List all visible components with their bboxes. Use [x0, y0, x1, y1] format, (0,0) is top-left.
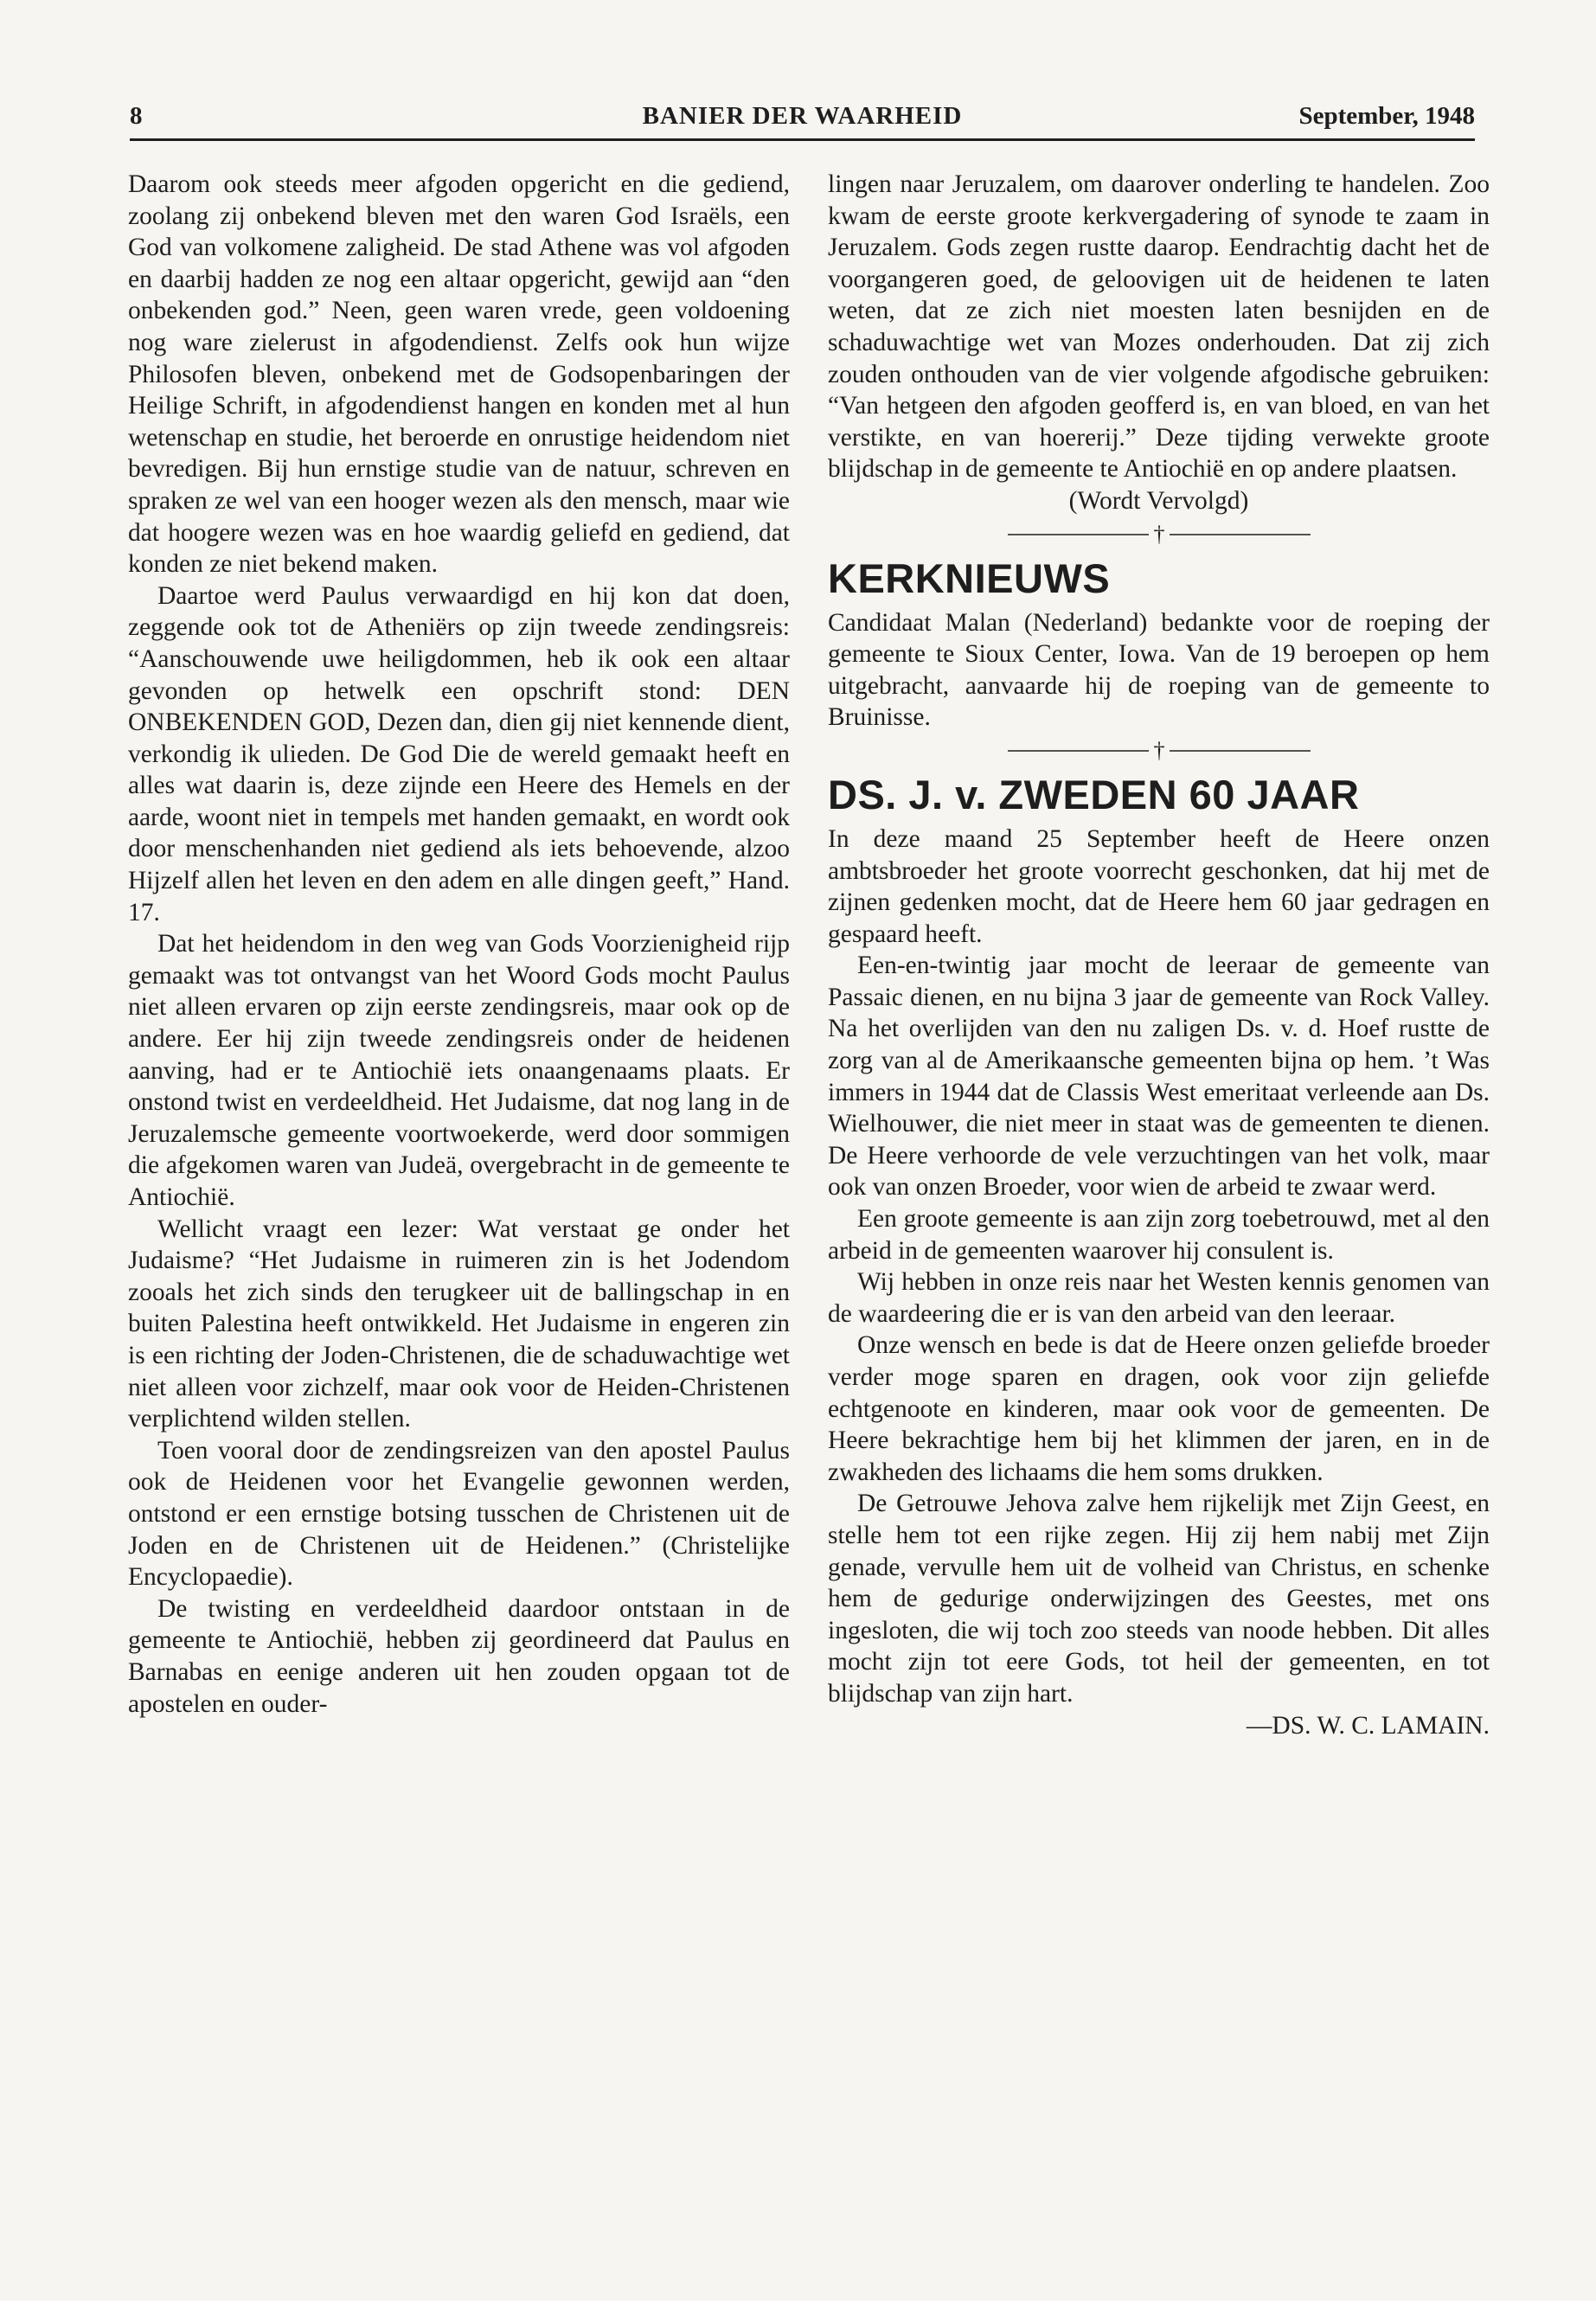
journal-title: BANIER DER WAARHEID [642, 102, 963, 130]
paragraph: Onze wensch en bede is dat de Heere onzen geliefde broeder verder moge sparen en dragen, ook voor zijn geliefde echtgenoote en kinderen, maar ook voor de gemeenten. De Heere bekrachtige hem bij het klimmen der jaren, en in de zwakheden des lichaams die hem soms drukken. [828, 1331, 1490, 1486]
cross-icon: † [1153, 737, 1164, 763]
paragraph: lingen naar Jeruzalem, om daarover onderling te handelen. Zoo kwam de eerste groote kerkvergadering of synode te zaam in Jeruzalem. Gods zegen rustte daarop. Eendrachtig dacht het de voorgangeren goed, de geloovigen uit de heidenen te laten weten, dat ze zich niet moesten laten besnijden en de schaduwachtige wet van Mozes onderhouden. Dat zij zich zouden onthouden van de vier volgende afgodische gebruiken: “Van hetgeen den afgoden geofferd is, en van bloed, en van het verstikte, en van hoererij.” Deze tijding verwekte groote blijdschap in de gemeente te Antiochië en op andere plaatsen. [828, 170, 1490, 484]
cross-divider [828, 734, 1490, 765]
page-header [130, 95, 1475, 141]
continued-note: (Wordt Vervolgd) [1068, 486, 1249, 515]
left-column [128, 169, 790, 1720]
paragraph: Wij hebben in onze reis naar het Westen kennis genomen van de waardeering die er is van den arbeid van den leeraar. [828, 1268, 1490, 1328]
kerknieuws-heading: KERKNIEUWS [828, 554, 1111, 601]
paragraph: Toen vooral door de zendingsreizen van den apostel Paulus ook de Heidenen voor het Evangelie gewonnen werden, ontstond er een ernstige botsing tusschen de Christenen uit de Joden en de Christenen uit de Heidenen.” (Christelijke Encyclopaedie). [128, 1436, 790, 1592]
page-number: 8 [130, 102, 143, 130]
paragraph: De twisting en verdeeldheid daardoor ontstaan in de gemeente te Antiochië, hebben zij geordineerd dat Paulus en Barnabas en eenige anderen uit hen zouden opgaan tot de apostelen en ouder- [128, 1594, 790, 1718]
paragraph: In deze maand 25 September heeft de Heere onzen ambtsbroeder het groote voorrecht geschonken, dat hij met de zijnen gedenken mocht, dat de Heere hem 60 jaar gedragen en gespaard heeft. [828, 824, 1490, 948]
cross-divider-line [1008, 517, 1311, 548]
paragraph: Wellicht vraagt een lezer: Wat verstaat ge onder het Judaisme? “Het Judaisme in ruimeren zin is het Jodendom zooals het zich sinds den terugkeer uit de ballingschap in en buiten Palestina heeft ontwikkeld. Het Judaisme in engeren zin is een richting der Joden-Christenen, die de schaduwachtige wet niet alleen voor zichzelf, maar ook voor de Heiden-Christenen verplichtend wilden stellen. [128, 1215, 790, 1433]
paragraph: De Getrouwe Jehova zalve hem rijkelijk met Zijn Geest, en stelle hem tot een rijke zegen. Hij zij hem nabij met Zijn genade, vervulle hem uit de volheid van Christus, en schenke hem de gedurige onderwijzingen des Geestes, met ons ingesloten, die wij toch zoo steeds van noode hebben. Dit alles mocht zijn tot eere Gods, tot heil der gemeenten, en tot blijdschap van zijn hart. [828, 1490, 1490, 1708]
paragraph: Daartoe werd Paulus verwaardigd en hij kon dat doen, zeggende ook tot de Atheniërs op zijn tweede zendingsreis: “Aanschouwende uwe heiligdommen, heb ik ook een altaar gevonden op hetwelk een opschrift stond: DEN ONBEKENDEN GOD, Dezen dan, dien gij niet kennende dient, verkondig ik ulieden. De God Die de wereld gemaakt heeft en alles wat daarin is, deze zijnde een Heere des Hemels en der aarde, woont niet in tempels met handen gemaakt, en wordt ook door menschenhanden niet gediend als iets behoevende, alzoo Hijzelf allen het leven en den adem en alle dingen geeft,” Hand. 17. [128, 581, 790, 926]
cross-divider-line [1008, 734, 1311, 765]
paragraph: Daarom ook steeds meer afgoden opgericht en die gediend, zoolang zij onbekend bleven met den waren God Israëls, een God van volkomene zaligheid. De stad Athene was vol afgoden en daarbij hadden ze nog een altaar opgericht, gewijd aan “den onbekenden god.” Neen, geen waren vrede, geen voldoening nog ware zielerust in afgodendienst. Zelfs ook hun wijze Philosofen bleven, onbekend met de Godsopenbaringen der Heilige Schrift, in afgodendienst hangen en konden met al hun wetenschap en studie, het beroerde en onrustige heidendom niet bevredigen. Bij hun ernstige studie van de natuur, schreven en spraken ze wel van een hooger wezen als den mensch, maar wie dat hoogere wezen was en hoe waardig geliefd en gediend, dat konden ze niet bekend maken. [128, 170, 790, 579]
article-heading: DS. J. v. ZWEDEN 60 JAAR [828, 771, 1360, 817]
issue-date: September, 1948 [1298, 102, 1475, 130]
paragraph: Een groote gemeente is aan zijn zorg toebetrouwd, met al den arbeid in de gemeenten waarover hij consulent is. [828, 1205, 1490, 1265]
right-column [828, 169, 1490, 1741]
paragraph: Dat het heidendom in den weg van Gods Voorzienigheid rijp gemaakt was tot ontvangst van het Woord Gods mocht Paulus niet alleen ervaren op zijn eerste zendingsreis, maar ook op de andere. Eer hij zijn tweede zendingsreis onder de heidenen aanving, had er te Antiochië iets onaangenaams plaats. Er onstond twist en verdeeldheid. Het Judaisme, dat nog lang in de Jeruzalemsche gemeente voortwoekerde, werd door sommigen die afgekomen waren van Judeä, overgebracht in de gemeente te Antiochië. [128, 930, 790, 1211]
signature: —DS. W. C. LAMAIN. [1246, 1711, 1490, 1740]
paragraph: Candidaat Malan (Nederland) bedankte voor de roeping der gemeente te Sioux Center, Iowa. Van de 19 beroepen op hem uitgebracht, aanvaarde hij de roeping van de gemeente to Bruinisse. [828, 608, 1490, 732]
cross-divider [828, 517, 1490, 548]
paragraph: Een-en-twintig jaar mocht de leeraar de gemeente van Passaic dienen, en nu bijna 3 jaar de gemeente van Rock Valley. Na het overlijden van den nu zaligen Ds. v. d. Hoef rustte de zorg van al de Amerikaansche gemeenten bijna op hem. ’t Was immers in 1944 dat de Classis West emeritaat verleende aan Ds. Wielhouwer, die niet meer in staat was de gemeenten te dienen. De Heere verhoorde de vele verzuchtingen van het volk, maar ook van onzen Broeder, voor wien de arbeid te zwaar werd. [828, 952, 1490, 1202]
cross-icon: † [1153, 521, 1164, 547]
